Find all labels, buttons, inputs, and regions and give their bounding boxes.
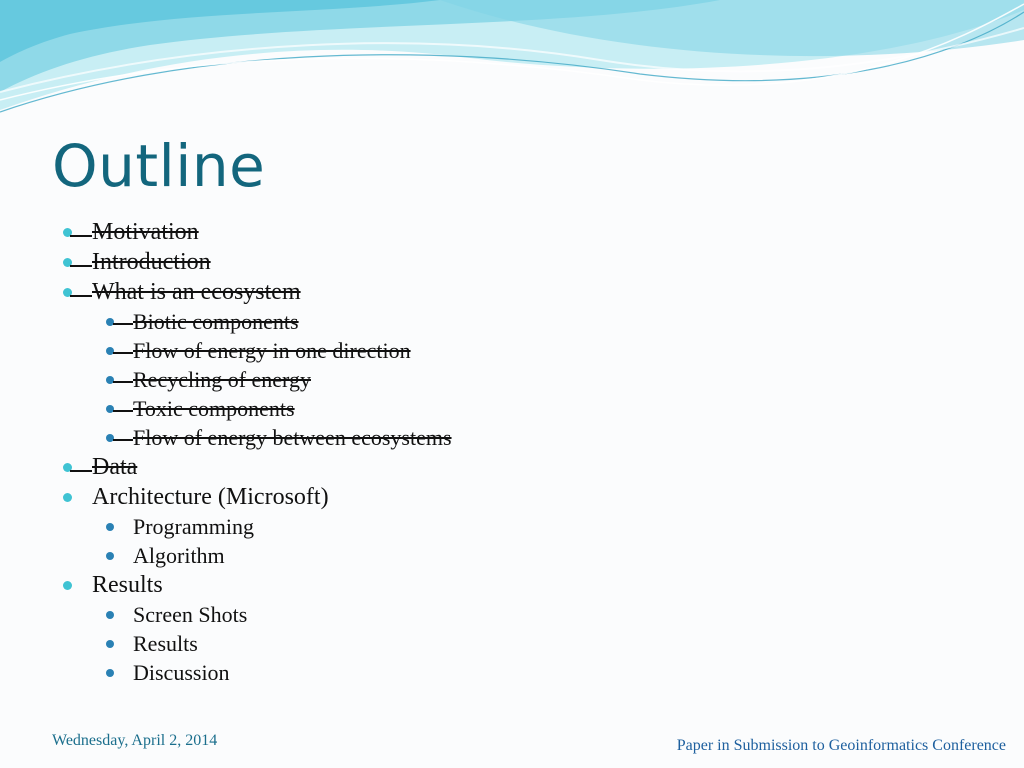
outline-subitem [60,423,960,452]
outline-item-label: Data [92,454,138,480]
outline-item [60,482,960,512]
bullet-icon [106,669,114,677]
outline-item-label: Flow of energy in one direction [133,338,411,363]
outline-item [60,570,960,600]
outline-item [60,452,960,482]
outline-subitem [60,336,960,365]
outline-subitem [60,541,960,570]
outline-subitem [60,394,960,423]
bullet-icon [63,581,72,590]
outline-item-label: Discussion [133,660,230,685]
outline-item-label: Screen Shots [133,602,248,627]
outline-item-label: What is an ecosystem [92,279,301,305]
strike-mark [70,265,92,267]
outline-item-label: Results [92,572,163,598]
strike-mark [113,439,133,441]
strike-mark [113,381,133,383]
bullet-icon [63,493,72,502]
outline-item-label: Toxic components [133,396,295,421]
outline-item-label: Introduction [92,249,211,275]
outline-item-label: Architecture (Microsoft) [92,484,329,510]
bullet-icon [106,552,114,560]
outline-item [60,217,960,247]
outline-item-label: Biotic components [133,309,299,334]
outline-item [60,277,960,307]
header-wave-decoration [0,0,1024,140]
outline-subitem [60,512,960,541]
strike-mark [70,295,92,297]
strike-mark [113,352,133,354]
outline-item-label: Recycling of energy [133,367,311,392]
outline-subitem [60,629,960,658]
outline-subitem [60,658,960,687]
outline-item-label: Flow of energy between ecosystems [133,425,452,450]
outline-subitem [60,365,960,394]
outline-item-label: Algorithm [133,543,225,568]
outline-item [60,247,960,277]
outline-list [60,217,960,687]
bullet-icon [106,611,114,619]
outline-item-label: Results [133,631,198,656]
bullet-icon [106,523,114,531]
footer-date: Wednesday, April 2, 2014 [52,732,218,749]
outline-item-label: Programming [133,514,254,539]
strike-mark [113,410,133,412]
bullet-icon [106,640,114,648]
slide-title: Outline [52,132,266,200]
outline-item-label: Motivation [92,219,199,245]
footer-text: Paper in Submission to Geoinformatics Conference [676,737,1006,754]
strike-mark [70,470,92,472]
outline-subitem [60,600,960,629]
strike-mark [70,235,92,237]
outline-subitem [60,307,960,336]
strike-mark [113,323,133,325]
